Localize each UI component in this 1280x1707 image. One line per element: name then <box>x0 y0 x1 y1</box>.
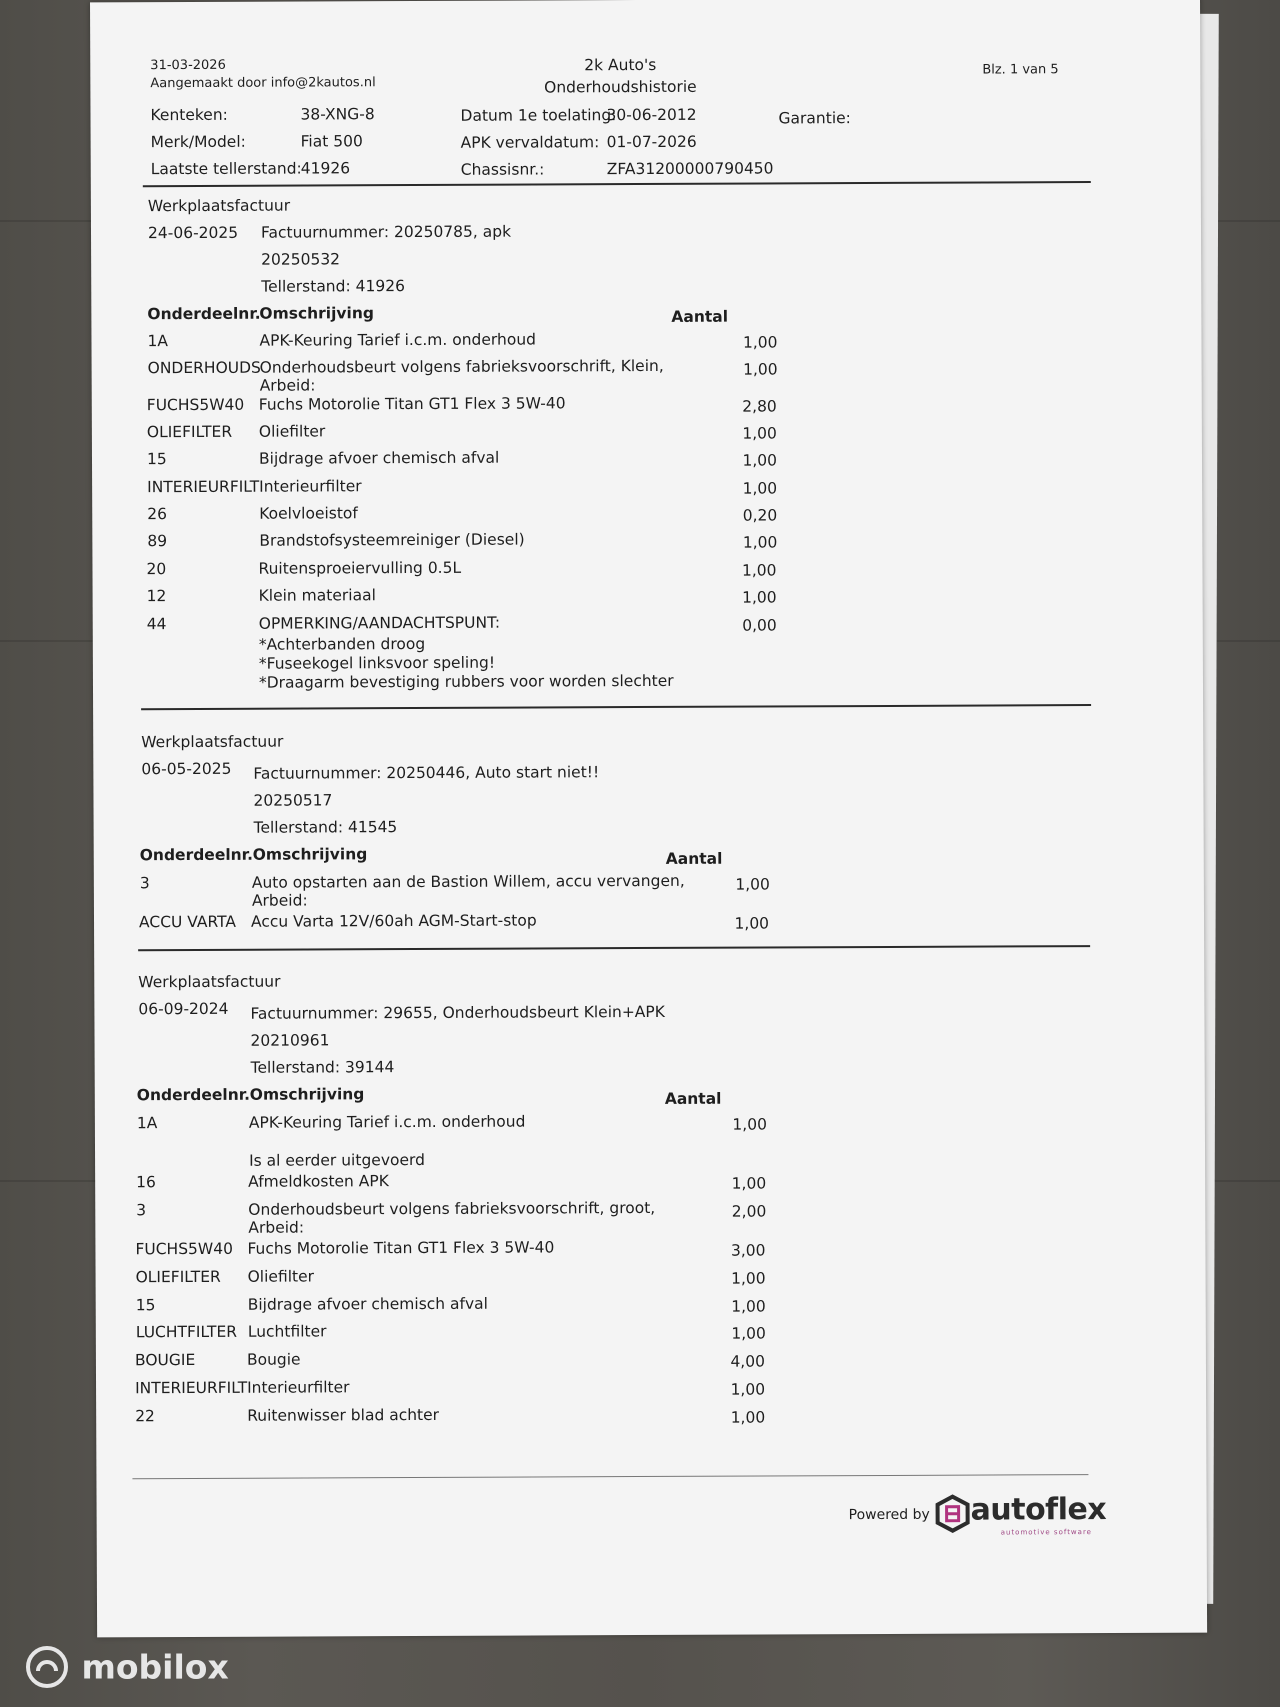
table-row <box>146 611 1157 635</box>
column-header-part: Onderdeelnr. <box>136 1085 251 1105</box>
table-row <box>136 1197 1146 1237</box>
part-code: LUCHTFILTER <box>135 1322 238 1342</box>
part-description: APK-Keuring Tarief i.c.m. onderhoud <box>248 1112 526 1132</box>
part-description: Ruitenwisser blad achter <box>247 1405 440 1425</box>
divider <box>138 945 1090 951</box>
column-header-desc: Omschrijving <box>252 845 368 864</box>
part-quantity: 1,00 <box>731 1297 766 1316</box>
part-description: Bijdrage afvoer chemisch afval <box>247 1294 489 1314</box>
part-description: Brandstofsysteemreiniger (Diesel) <box>259 530 525 550</box>
apk-label: APK vervaldatum: <box>460 133 600 152</box>
part-quantity: 1,00 <box>742 424 777 443</box>
part-code: INTERIEURFILT <box>147 477 260 497</box>
part-quantity: 1,00 <box>734 914 770 933</box>
part-quantity: 1,00 <box>731 1324 766 1343</box>
column-header-qty: Aantal <box>665 849 723 868</box>
invoice-tellerstand: Tellerstand: 39144 <box>250 1058 395 1077</box>
part-code: 26 <box>147 505 168 524</box>
column-header-desc: Omschrijving <box>249 1085 365 1104</box>
part-quantity: 1,00 <box>742 588 777 607</box>
table-row <box>147 328 1157 352</box>
part-quantity: 1,00 <box>730 1380 766 1399</box>
part-code: 3 <box>139 874 150 893</box>
datum-label: Datum 1e toelating: <box>460 106 617 125</box>
part-description: Klein materiaal <box>258 586 376 605</box>
part-quantity: 1,00 <box>742 533 778 552</box>
part-quantity: 4,00 <box>730 1352 765 1371</box>
table-row <box>146 583 1157 607</box>
invoice-type: Werkplaatsfactuur <box>141 732 284 752</box>
part-description: Accu Varta 12V/60ah AGM-Start-stop <box>250 911 537 931</box>
chassis-value: ZFA31200000790450 <box>606 159 774 179</box>
part-quantity: 1,00 <box>731 1269 766 1288</box>
part-quantity: 1,00 <box>742 451 778 470</box>
powered-by-label: Powered by <box>848 1506 930 1524</box>
invoice-tellerstand: Tellerstand: 41926 <box>261 277 405 296</box>
teller-value: 41926 <box>300 159 351 178</box>
part-description: Onderhoudsbeurt volgens fabrieksvoorschrift, groot, Arbeid: <box>248 1198 656 1237</box>
kenteken-value: 38-XNG-8 <box>300 105 375 124</box>
part-code: ACCU VARTA <box>138 912 237 932</box>
invoice-number: Factuurnummer: 20250785, apk <box>260 222 512 242</box>
part-description: Oliefilter <box>247 1267 315 1286</box>
table-row <box>147 501 1157 525</box>
part-description: Fuchs Motorolie Titan GT1 Flex 3 5W-40 <box>258 394 566 414</box>
part-code: 15 <box>135 1296 156 1315</box>
table-row <box>146 446 1157 470</box>
remark-line: *Achterbanden droog <box>258 634 426 654</box>
part-code: 22 <box>135 1407 155 1426</box>
remark-line: *Draagarm bevestiging rubbers voor worden slechter <box>258 671 674 692</box>
column-header-part: Onderdeelnr. <box>147 304 261 324</box>
autoflex-logo-subtitle: automotive software <box>1000 1528 1092 1537</box>
part-code: INTERIEURFILT <box>135 1378 248 1398</box>
column-header-qty: Aantal <box>664 1089 722 1108</box>
company-name: 2k Auto's <box>584 55 657 75</box>
print-date: 31-03-2026 <box>150 57 226 74</box>
part-code: 3 <box>136 1201 147 1220</box>
invoice-type: Werkplaatsfactuur <box>147 196 291 216</box>
part-quantity: 0,00 <box>742 616 777 635</box>
column-header-part: Onderdeelnr. <box>139 845 254 865</box>
table-row <box>135 1375 1145 1399</box>
merk-label: Merk/Model: <box>150 132 246 152</box>
table-row <box>146 556 1156 580</box>
part-description: Luchtfilter <box>247 1322 327 1341</box>
part-description: APK-Keuring Tarief i.c.m. onderhoud <box>259 330 537 350</box>
part-description: Interieurfilter <box>247 1378 350 1397</box>
divider <box>143 181 1091 187</box>
garantie-label: Garantie: <box>778 109 851 128</box>
part-quantity: 1,00 <box>742 479 778 498</box>
remark-line: Is al eerder uitgevoerd <box>249 1150 425 1170</box>
table-row <box>134 1347 1145 1371</box>
part-description: Afmeldkosten APK <box>248 1172 389 1191</box>
autoflex-logo-icon <box>933 1494 973 1534</box>
created-by: Aangemaakt door info@2kautos.nl <box>150 75 376 92</box>
part-code: 12 <box>146 587 167 606</box>
merk-value: Fiat 500 <box>300 132 363 151</box>
part-description: Fuchs Motorolie Titan GT1 Flex 3 5W-40 <box>247 1238 555 1258</box>
part-quantity: 0,20 <box>742 506 778 525</box>
divider <box>132 1474 1088 1479</box>
part-code: 1A <box>136 1114 158 1133</box>
table-row <box>147 528 1157 552</box>
mobilox-logo-icon <box>24 1644 70 1690</box>
part-quantity: 1,00 <box>742 333 778 352</box>
part-code: OLIEFILTER <box>135 1267 221 1287</box>
part-code: FUCHS5W40 <box>146 395 245 415</box>
part-code: 20 <box>146 560 167 579</box>
part-description: OPMERKING/AANDACHTSPUNT: <box>258 613 501 633</box>
part-description: Koelvloeistof <box>259 504 358 523</box>
remark-line: *Fuseekogel linksvoor speling! <box>258 653 496 673</box>
table-row <box>135 1264 1146 1288</box>
document-page <box>90 0 1207 1637</box>
watermark <box>24 1644 229 1690</box>
table-row <box>146 419 1157 443</box>
invoice-ref: 20210961 <box>250 1031 330 1050</box>
part-quantity: 3,00 <box>730 1241 766 1260</box>
invoice-number: Factuurnummer: 20250446, Auto start niet!! <box>253 763 600 783</box>
table-row <box>147 355 1158 395</box>
invoice-date: 06-05-2025 <box>141 759 232 779</box>
document-title: Onderhoudshistorie <box>544 77 697 97</box>
invoice-number: Factuurnummer: 29655, Onderhoudsbeurt Klein+APK <box>250 1002 665 1023</box>
part-description: Bijdrage afvoer chemisch afval <box>258 448 500 468</box>
part-quantity: 1,00 <box>730 1408 766 1427</box>
autoflex-logo-text: autoflex <box>970 1492 1107 1528</box>
part-code: 44 <box>146 615 167 634</box>
divider <box>141 704 1091 710</box>
invoice-type: Werkplaatsfactuur <box>138 972 281 992</box>
part-quantity: 1,00 <box>735 875 770 894</box>
invoice-tellerstand: Tellerstand: 41545 <box>253 818 398 837</box>
part-code: 15 <box>146 450 167 469</box>
part-description: Bougie <box>246 1350 301 1369</box>
invoice-date: 24-06-2025 <box>147 223 239 243</box>
teller-label: Laatste tellerstand: <box>150 159 302 179</box>
part-code: ONDERHOUDS <box>147 358 261 378</box>
part-quantity: 2,80 <box>742 397 777 416</box>
part-description: Onderhoudsbeurt volgens fabrieksvoorschrift, Klein, Arbeid: <box>259 356 664 395</box>
mobilox-text: mobilox <box>81 1647 229 1687</box>
invoice-ref: 20250532 <box>261 250 341 269</box>
column-header-qty: Aantal <box>671 307 729 326</box>
part-code: OLIEFILTER <box>146 422 233 442</box>
datum-value: 30-06-2012 <box>606 105 697 125</box>
part-quantity: 1,00 <box>732 1115 767 1134</box>
column-header-desc: Omschrijving <box>259 304 374 323</box>
part-quantity: 1,00 <box>743 360 778 379</box>
part-quantity: 2,00 <box>731 1202 767 1221</box>
table-row <box>135 1292 1146 1316</box>
part-description: Ruitensproeiervulling 0.5L <box>258 558 462 578</box>
part-code: 89 <box>147 532 168 551</box>
part-quantity: 1,00 <box>731 1174 767 1193</box>
table-row <box>147 474 1157 498</box>
kenteken-label: Kenteken: <box>150 105 228 125</box>
table-row <box>139 870 1150 910</box>
table-row <box>136 1110 1147 1134</box>
invoice-ref: 20250517 <box>253 791 333 810</box>
invoice-date: 06-09-2024 <box>138 999 229 1019</box>
apk-value: 01-07-2026 <box>606 132 697 152</box>
part-description: Auto opstarten aan de Bastion Willem, accu vervangen, Arbeid: <box>251 871 685 910</box>
part-description: Oliefilter <box>258 422 326 441</box>
part-code: 1A <box>147 332 168 351</box>
part-code: BOUGIE <box>134 1350 196 1370</box>
part-code: 16 <box>136 1173 156 1192</box>
part-quantity: 1,00 <box>741 561 777 580</box>
chassis-label: Chassisnr.: <box>460 160 545 179</box>
table-row <box>135 1403 1145 1427</box>
part-description: Interieurfilter <box>259 477 362 496</box>
table-row <box>135 1319 1146 1343</box>
part-code: FUCHS5W40 <box>135 1239 233 1259</box>
page-number: Blz. 1 van 5 <box>982 62 1059 78</box>
